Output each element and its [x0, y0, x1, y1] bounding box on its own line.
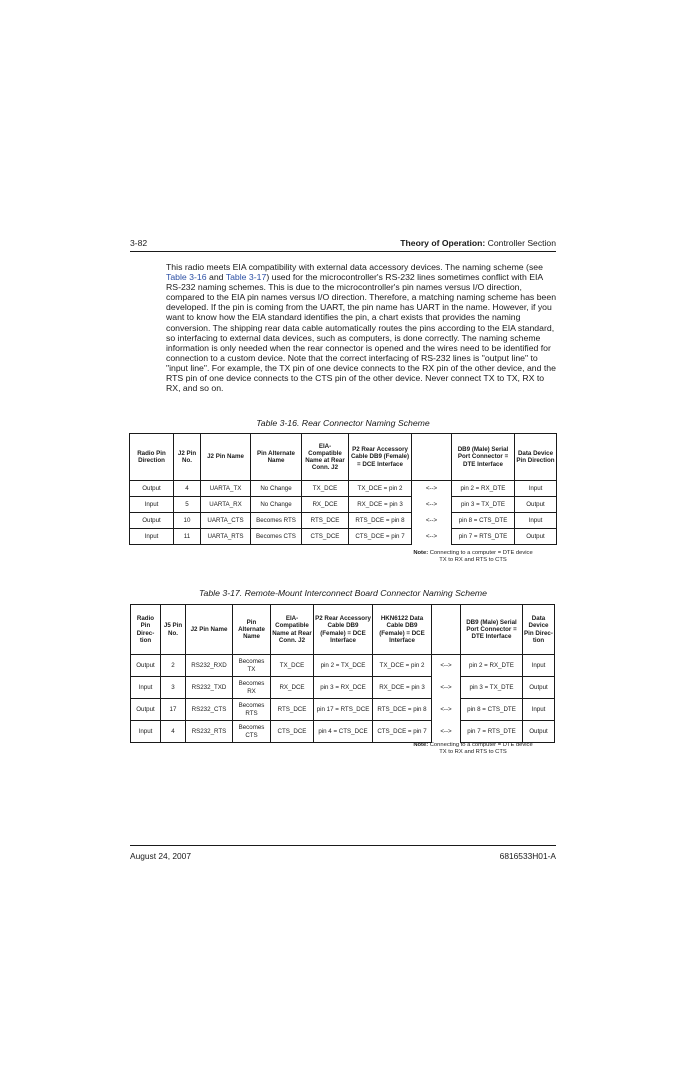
body-text-2: and: [206, 272, 226, 283]
table-cell: Becomes CTS: [251, 529, 302, 545]
table-cell: 3: [161, 677, 186, 699]
table-cell: pin 3 = RX_DCE: [314, 677, 373, 699]
table-cell: UARTA_CTS: [201, 513, 251, 529]
table-cell: 17: [161, 699, 186, 721]
table-3-17-note: [410, 742, 536, 756]
table-cell: RTS_DCE: [302, 513, 349, 529]
table-cell: RS232_RTS: [186, 721, 233, 743]
table-cell: Output: [131, 699, 161, 721]
table-3-17-link[interactable]: Table 3-17: [225, 272, 267, 283]
note-line-1: Connecting to a computer = DTE device: [428, 550, 533, 556]
table-cell: Input: [130, 497, 174, 513]
table-row: [130, 497, 557, 513]
header-cell: DB9 (Male) Serial Port Connector = DTE Interface: [452, 434, 515, 481]
note-line-2: TX to RX and RTS to CTS: [439, 557, 507, 564]
table-cell: UARTA_TX: [201, 481, 251, 497]
table-cell: TX_DCE = pin 2: [349, 481, 412, 497]
table-cell: Becomes RX: [233, 677, 271, 699]
section-title: [400, 238, 556, 248]
table-cell: Input: [523, 655, 555, 677]
table-cell: Becomes CTS: [233, 721, 271, 743]
table-cell: pin 2 = RX_DTE: [452, 481, 515, 497]
table-cell: Output: [515, 497, 557, 513]
header-cell: P2 Rear Accessory Cable DB9 (Female) = DCE Interface: [349, 434, 412, 481]
connection-arrow: <-->: [440, 662, 452, 670]
table-cell: Input: [131, 677, 161, 699]
table-cell: pin 17 = RTS_DCE: [314, 699, 373, 721]
table-row: [130, 513, 557, 529]
table-cell: Becomes RTS: [251, 513, 302, 529]
footer-doc-number: 6816533H01-A: [499, 851, 556, 861]
table-cell: pin 8 = CTS_DTE: [452, 513, 515, 529]
table-cell: Input: [130, 529, 174, 545]
page-number: 3-82: [130, 238, 148, 248]
table-3-16-link[interactable]: Table 3-16: [166, 272, 207, 283]
table-3-16: [129, 433, 557, 545]
table-cell: No Change: [251, 481, 302, 497]
table-cell: RX_DCE: [271, 677, 314, 699]
table-cell: Output: [523, 677, 555, 699]
footer-rule: [130, 845, 556, 846]
table-cell: RX_DCE = pin 3: [373, 677, 432, 699]
table-cell: Input: [515, 513, 557, 529]
header-cell: Pin Alternate Name: [233, 605, 271, 655]
table-cell: 10: [174, 513, 201, 529]
table-cell: Output: [130, 513, 174, 529]
table-cell: RX_DCE = pin 3: [349, 497, 412, 513]
table-cell: RTS_DCE: [271, 699, 314, 721]
header-cell: P2 Rear Accessory Cable DB9 (Female) = DCE Interface: [314, 605, 373, 655]
connection-arrow: <-->: [425, 485, 438, 493]
header-cell: J2 Pin Name: [186, 605, 233, 655]
table-cell: pin 2 = TX_DCE: [314, 655, 373, 677]
table-row: [130, 529, 557, 545]
table-cell: RTS_DCE = pin 8: [349, 513, 412, 529]
connection-arrow: <-->: [425, 500, 438, 508]
table-cell: Output: [515, 529, 557, 545]
section-title-rest: Controller Section: [485, 238, 556, 248]
table-cell: Input: [523, 699, 555, 721]
table-cell: pin 3 = TX_DTE: [452, 497, 515, 513]
table-3-16-caption: Table 3-16. Rear Connector Naming Scheme: [256, 418, 430, 428]
body-text-3: ) used for the microcontroller's RS-232 lines sometimes conflict with EIA RS-232 naming schemes. This is due to the microcontroller's pin names versus I/O direction, compared to the EIA pin names versus I/O direction. Therefore, a matching naming scheme has been developed. If the pin is coming from the UART, the pin name has UART in the name. However, if you want to know how the EIA standard identifies the pin, a chart exists that provides the naming conversion. The shipping rear data cable automatically routes the pins according to the EIA standard, so interfacing to external data devices, such as computers, is done correctly. The naming scheme information is only needed when the rear connector is opened and the wires need to be identified for connection to a custom device. Note that the correct interfacing of RS-232 lines is "output line" to "input line". For example, the TX pin of one device connects to the RX pin of the other device, and the RTS pin of one device connects to the CTS pin of the other device. Never connect TX to TX, RX to RX, and so on.: [166, 272, 557, 394]
table-cell: pin 8 = CTS_DTE: [461, 699, 523, 721]
table-cell: RX_DCE: [302, 497, 349, 513]
table-cell: RS232_TXD: [186, 677, 233, 699]
table-cell: Input: [515, 481, 557, 497]
footer-date: August 24, 2007: [130, 851, 192, 861]
connection-arrow: <-->: [440, 727, 452, 735]
table-cell: RTS_DCE = pin 8: [373, 699, 432, 721]
table-cell: Output: [130, 481, 174, 497]
header-cell: Radio Pin Direc-tion: [131, 605, 161, 655]
table-cell: TX_DCE = pin 2: [373, 655, 432, 677]
table-cell: UARTA_RTS: [201, 529, 251, 545]
table-cell: CTS_DCE = pin 7: [373, 721, 432, 743]
table-cell: Input: [131, 721, 161, 743]
connection-arrow: <-->: [425, 516, 438, 524]
header-cell: EIA-Compatible Name at Rear Conn. J2: [271, 605, 314, 655]
table-cell: Becomes TX: [233, 655, 271, 677]
note-line-1: Connecting to a computer = DTE device: [428, 742, 533, 748]
table-cell: pin 7 = RTS_DTE: [461, 721, 523, 743]
table-cell: 5: [174, 497, 201, 513]
table-cell: pin 2 = RX_DTE: [461, 655, 523, 677]
table-3-17: [130, 604, 555, 743]
table-row: [131, 699, 555, 721]
table-3-16-note: [410, 550, 536, 564]
table-cell: pin 4 = CTS_DCE: [314, 721, 373, 743]
table-cell: UARTA_RX: [201, 497, 251, 513]
table-row: [130, 481, 557, 497]
connection-arrow: <-->: [425, 532, 438, 540]
table-row: [131, 721, 555, 743]
table-cell: Becomes RTS: [233, 699, 271, 721]
connection-arrow: <-->: [440, 705, 452, 713]
header-cell: Data Device Pin Direction: [515, 434, 557, 481]
header-cell: DB9 (Male) Serial Port Connector = DTE Interface: [461, 605, 523, 655]
body-text-1: This radio meets EIA compatibility with external data accessory devices. The naming scheme (see: [166, 262, 543, 272]
connection-arrow: <-->: [440, 683, 452, 691]
header-cell: EIA-Compatible Name at Rear Conn. J2: [302, 434, 349, 481]
table-cell: TX_DCE: [302, 481, 349, 497]
body-paragraph: [166, 262, 560, 393]
header-spacer: [432, 605, 461, 655]
header-cell: HKN6122 Data Cable DB9 (Female) = DCE Interface: [373, 605, 432, 655]
table-cell: pin 3 = TX_DTE: [461, 677, 523, 699]
page-header: [130, 238, 556, 250]
table-header-row: [130, 434, 557, 481]
table-cell: No Change: [251, 497, 302, 513]
table-cell: CTS_DCE: [271, 721, 314, 743]
note-label: Note:: [413, 550, 429, 556]
note-label: Note:: [413, 742, 429, 748]
table-cell: CTS_DCE: [302, 529, 349, 545]
header-cell: Radio Pin Direction: [130, 434, 174, 481]
header-cell: Data Device Pin Direc-tion: [523, 605, 555, 655]
table-cell: Output: [523, 721, 555, 743]
table-header-row: [131, 605, 555, 655]
table-cell: 2: [161, 655, 186, 677]
table-row: [131, 655, 555, 677]
table-3-17-caption: Table 3-17. Remote-Mount Interconnect Board Connector Naming Scheme: [199, 588, 487, 598]
table-cell: TX_DCE: [271, 655, 314, 677]
note-line-2: TX to RX and RTS to CTS: [439, 749, 507, 756]
table-cell: RS232_RXD: [186, 655, 233, 677]
header-cell: J2 Pin Name: [201, 434, 251, 481]
header-rule: [130, 251, 556, 252]
table-cell: pin 7 = RTS_DTE: [452, 529, 515, 545]
table-cell: RS232_CTS: [186, 699, 233, 721]
table-cell: 4: [161, 721, 186, 743]
header-spacer: [412, 434, 452, 481]
section-title-bold: Theory of Operation:: [400, 238, 486, 248]
table-cell: 4: [174, 481, 201, 497]
table-cell: 11: [174, 529, 201, 545]
table-cell: CTS_DCE = pin 7: [349, 529, 412, 545]
header-cell: J2 Pin No.: [174, 434, 201, 481]
table-row: [131, 677, 555, 699]
header-cell: J5 Pin No.: [161, 605, 186, 655]
header-cell: Pin Alternate Name: [251, 434, 302, 481]
table-cell: Output: [131, 655, 161, 677]
